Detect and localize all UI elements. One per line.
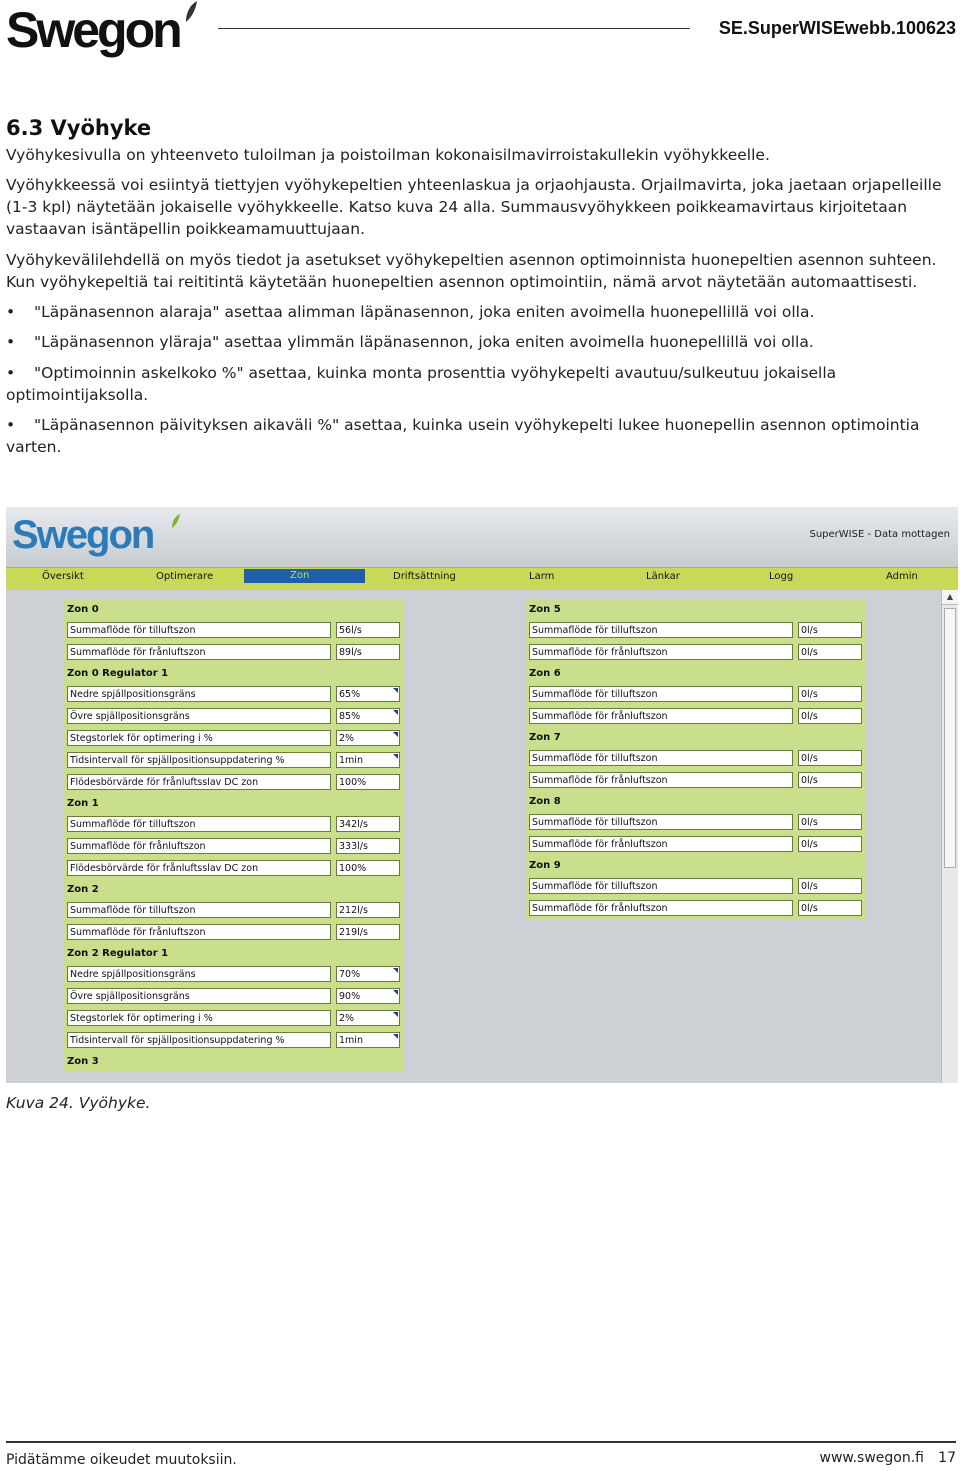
setting-label: Summaflöde för frånluftszon	[529, 708, 793, 724]
setting-value-input[interactable]: 2%	[336, 730, 400, 746]
zone-setting-row	[64, 836, 404, 858]
zone-setting-row	[526, 770, 866, 792]
zone-column-left	[64, 600, 404, 1072]
zone-setting-row	[64, 750, 404, 772]
setting-label: Summaflöde för tilluftszon	[529, 750, 793, 766]
bullet-item	[6, 301, 952, 323]
zone-header: Zon 0 Regulator 1	[64, 664, 404, 684]
zone-header: Zon 8	[526, 792, 866, 812]
zone-header: Zon 6	[526, 664, 866, 684]
bullet-icon: •	[6, 333, 16, 351]
zone-setting-row	[64, 728, 404, 750]
nav-driftsattning[interactable]: Driftsättning	[393, 571, 456, 582]
paragraph-slave-flow: Vyöhykkeessä voi esiintyä tiettyjen vyöhykepeltien yhteenlaskua ja orjaohjausta. Orjailmavirta, joka jaetaan orjapelleille (1-3 kpl) näytetään jokaiselle vyöhykkeelle. Katso kuva 24 alla. Summausvyöhykkeen poikkeamavirtaus kirjoitetaan vastaavan isäntäpellin poikkeamamuuttujaan.	[6, 176, 942, 238]
zone-setting-row	[64, 964, 404, 986]
zone-screenshot	[6, 507, 958, 1083]
setting-label: Övre spjällpositionsgräns	[67, 988, 331, 1004]
bullet-icon: •	[6, 303, 16, 321]
zone-header: Zon 3	[64, 1052, 404, 1072]
setting-value: 89l/s	[336, 644, 400, 660]
setting-value: 100%	[336, 774, 400, 790]
zone-setting-row	[64, 1008, 404, 1030]
swegon-logo: Swegon	[6, 2, 180, 58]
app-logo: Swegon	[12, 513, 154, 557]
nav-optimerare[interactable]: Optimerare	[156, 571, 214, 582]
setting-label: Summaflöde för tilluftszon	[529, 814, 793, 830]
zone-header: Zon 9	[526, 856, 866, 876]
nav-logg[interactable]: Logg	[769, 571, 794, 582]
setting-label: Summaflöde för tilluftszon	[529, 878, 793, 894]
setting-value: 342l/s	[336, 816, 400, 832]
zone-header: Zon 1	[64, 794, 404, 814]
zone-setting-row	[64, 620, 404, 642]
bullet-item	[6, 362, 952, 406]
paragraph-summary: Vyöhykesivulla on yhteenveto tuloilman ja poistoilman kokonaisilmavirroistakullekin vyöhykkeelle.	[6, 146, 770, 164]
setting-value: 100%	[336, 860, 400, 876]
setting-label: Summaflöde för tilluftszon	[67, 816, 331, 832]
setting-value: 0l/s	[798, 836, 862, 852]
setting-value-input[interactable]: 70%	[336, 966, 400, 982]
zone-setting-row	[64, 922, 404, 944]
setting-label: Summaflöde för frånluftszon	[529, 900, 793, 916]
zone-setting-row	[526, 748, 866, 770]
setting-value-input[interactable]: 1min	[336, 752, 400, 768]
nav-zon[interactable]: Zon	[244, 569, 365, 583]
bullet-text: "Läpänasennon päivityksen aikaväli %" asettaa, kuinka usein vyöhykepelti lukee huonepellin asennon optimointia varten.	[6, 416, 920, 456]
zone-setting-row	[526, 706, 866, 728]
nav-larm[interactable]: Larm	[529, 571, 555, 582]
setting-label: Flödesbörvärde för frånluftsslav DC zon	[67, 774, 331, 790]
zone-setting-row	[526, 620, 866, 642]
setting-value-input[interactable]: 65%	[336, 686, 400, 702]
zone-setting-row	[526, 684, 866, 706]
bullet-text: "Optimoinnin askelkoko %" asettaa, kuinka monta prosenttia vyöhykepelti avautuu/sulkeutuu jokaisella optimointijaksolla.	[6, 364, 837, 404]
setting-value: 56l/s	[336, 622, 400, 638]
zone-setting-row	[64, 1030, 404, 1052]
leaf-icon	[171, 513, 181, 529]
footer-divider	[6, 1441, 956, 1443]
zone-setting-row	[526, 834, 866, 856]
setting-label: Nedre spjällpositionsgräns	[67, 686, 331, 702]
zone-header: Zon 7	[526, 728, 866, 748]
document-code: SE.SuperWISEwebb.100623	[718, 18, 956, 38]
setting-value: 0l/s	[798, 622, 862, 638]
setting-value: 0l/s	[798, 644, 862, 660]
setting-value: 0l/s	[798, 878, 862, 894]
setting-label: Övre spjällpositionsgräns	[67, 708, 331, 724]
leaf-icon	[184, 0, 198, 24]
zone-header: Zon 5	[526, 600, 866, 620]
zone-header: Zon 2	[64, 880, 404, 900]
setting-label: Summaflöde för frånluftszon	[67, 924, 331, 940]
setting-value: 0l/s	[798, 750, 862, 766]
setting-label: Nedre spjällpositionsgräns	[67, 966, 331, 982]
setting-label: Tidsintervall för spjällpositionsuppdatering %	[67, 752, 331, 768]
setting-value: 0l/s	[798, 900, 862, 916]
bullet-item	[6, 414, 952, 458]
setting-value: 0l/s	[798, 772, 862, 788]
zone-setting-row	[526, 876, 866, 898]
setting-label: Stegstorlek för optimering i %	[67, 1010, 331, 1026]
nav-admin[interactable]: Admin	[886, 571, 918, 582]
setting-label: Summaflöde för tilluftszon	[529, 622, 793, 638]
zone-content	[6, 590, 958, 1083]
setting-value: 219l/s	[336, 924, 400, 940]
header-divider	[218, 28, 690, 29]
zone-setting-row	[64, 814, 404, 836]
zone-header: Zon 0	[64, 600, 404, 620]
nav-lankar[interactable]: Länkar	[646, 571, 680, 582]
setting-label: Tidsintervall för spjällpositionsuppdatering %	[67, 1032, 331, 1048]
bullet-icon: •	[6, 416, 16, 434]
setting-value-input[interactable]: 1min	[336, 1032, 400, 1048]
page-number: 17	[938, 1450, 956, 1466]
app-status-title: SuperWISE - Data mottagen	[809, 529, 950, 540]
bullet-item	[6, 331, 952, 353]
vertical-scrollbar[interactable]	[941, 590, 958, 1083]
bullet-text: "Läpänasennon yläraja" asettaa ylimmän läpänasennon, joka eniten avoimella huonepellillä voi olla.	[34, 333, 814, 351]
setting-label: Summaflöde för frånluftszon	[529, 836, 793, 852]
setting-value: 0l/s	[798, 708, 862, 724]
footer-note: Pidätämme oikeudet muutoksiin.	[6, 1452, 237, 1468]
zone-header: Zon 2 Regulator 1	[64, 944, 404, 964]
paragraph-optimization: Vyöhykevälilehdellä on myös tiedot ja asetukset vyöhykepeltien asennon optimoinnista huonepeltien asennon suhteen. Kun vyöhykepeltiä tai reititintä käytetään huonepeltien asennon optimointiin, nämä arvot näytetään automaattisesti.	[6, 251, 937, 291]
zone-setting-row	[64, 900, 404, 922]
zone-setting-row	[64, 684, 404, 706]
zone-setting-row	[526, 898, 866, 920]
footer-url[interactable]: www.swegon.fi	[819, 1450, 924, 1466]
section-title: 6.3 Vyöhyke	[6, 116, 152, 140]
zone-setting-row	[526, 642, 866, 664]
zone-setting-row	[64, 858, 404, 880]
setting-label: Summaflöde för frånluftszon	[529, 772, 793, 788]
setting-label: Summaflöde för frånluftszon	[67, 838, 331, 854]
zone-setting-row	[64, 986, 404, 1008]
scroll-up-icon[interactable]: ▲	[942, 590, 958, 605]
zone-setting-row	[64, 772, 404, 794]
main-nav	[6, 567, 958, 591]
setting-value: 0l/s	[798, 814, 862, 830]
app-header	[6, 507, 958, 567]
setting-value: 0l/s	[798, 686, 862, 702]
setting-label: Summaflöde för frånluftszon	[67, 644, 331, 660]
setting-label: Stegstorlek för optimering i %	[67, 730, 331, 746]
bullet-text: "Läpänasennon alaraja" asettaa alimman läpänasennon, joka eniten avoimella huonepellillä voi olla.	[34, 303, 815, 321]
setting-value-input[interactable]: 2%	[336, 1010, 400, 1026]
setting-label: Summaflöde för frånluftszon	[529, 644, 793, 660]
setting-value-input[interactable]: 85%	[336, 708, 400, 724]
setting-value-input[interactable]: 90%	[336, 988, 400, 1004]
setting-label: Summaflöde för tilluftszon	[67, 902, 331, 918]
setting-value: 333l/s	[336, 838, 400, 854]
setting-label: Summaflöde för tilluftszon	[529, 686, 793, 702]
setting-label: Summaflöde för tilluftszon	[67, 622, 331, 638]
setting-label: Flödesbörvärde för frånluftsslav DC zon	[67, 860, 331, 876]
zone-column-right	[526, 600, 866, 920]
figure-caption: Kuva 24. Vyöhyke.	[6, 1094, 151, 1112]
zone-setting-row	[526, 812, 866, 834]
zone-setting-row	[64, 706, 404, 728]
zone-setting-row	[64, 642, 404, 664]
bullet-icon: •	[6, 364, 16, 382]
scroll-thumb[interactable]	[944, 608, 956, 868]
setting-value: 212l/s	[336, 902, 400, 918]
nav-oversikt[interactable]: Översikt	[42, 571, 84, 582]
